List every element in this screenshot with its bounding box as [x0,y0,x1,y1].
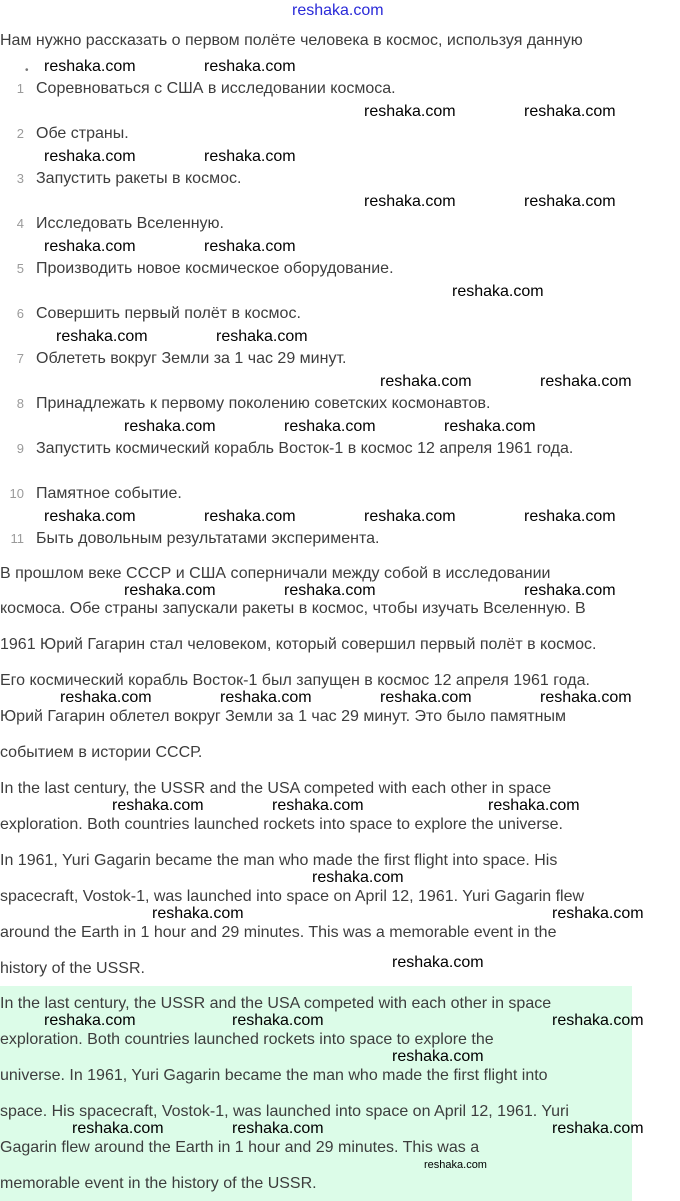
watermark: reshaka.com [444,418,536,435]
text-line: exploration. Both countries launched rockets into space to explore the universe. [0,816,563,833]
watermark: reshaka.com [60,689,152,706]
watermark: reshaka.com [72,1120,164,1137]
list-item: Соревноваться с США в исследовании космоса. [36,80,396,97]
list-item: Совершить первый полёт в космос. [36,305,301,322]
watermark: reshaka.com [204,58,296,75]
list-item: Запустить ракеты в космос. [36,170,242,187]
watermark: reshaka.com [152,905,244,922]
watermark: reshaka.com [364,508,456,525]
item-number: 9 [16,441,24,456]
list-item: Обе страны. [36,125,129,142]
bullet-dot: • [25,65,29,76]
text-line: In the last century, the USSR and the USA competed with each other in space [0,780,552,797]
watermark: reshaka.com [232,1012,324,1029]
watermark: reshaka.com [364,103,456,120]
text-line: space. His spacecraft, Vostok-1, was launched into space on April 12, 1961. Yuri [0,1103,569,1120]
item-number: 11 [10,531,24,546]
item-number: 7 [16,351,24,366]
watermark: reshaka.com [424,1159,487,1171]
list-item: Облететь вокруг Земли за 1 час 29 минут. [36,350,347,367]
watermark: reshaka.com [524,193,616,210]
list-item: Запустить космический корабль Восток-1 в космос 12 апреля 1961 года. [36,440,574,457]
list-item: Производить новое космическое оборудование. [36,260,394,277]
text-line: In the last century, the USSR and the USA competed with each other in space [0,995,552,1012]
text-line: In 1961, Yuri Gagarin became the man who made the first flight into space. His [0,852,558,869]
list-item: Принадлежать к первому поколению советских космонавтов. [36,395,491,412]
intro-text: Нам нужно рассказать о первом полёте человека в космос, используя данную [0,32,583,49]
list-item: Памятное событие. [36,485,182,502]
watermark: reshaka.com [540,373,632,390]
watermark: reshaka.com [56,328,148,345]
text-line: exploration. Both countries launched rockets into space to explore the [0,1031,494,1048]
watermark: reshaka.com [204,238,296,255]
watermark: reshaka.com [204,148,296,165]
watermark: reshaka.com [552,905,644,922]
watermark: reshaka.com [44,58,136,75]
text-line: В прошлом веке СССР и США соперничали между собой в исследовании [0,565,551,582]
watermark: reshaka.com [124,418,216,435]
watermark: reshaka.com [392,954,484,971]
text-line: memorable event in the history of the USSR. [0,1175,317,1192]
watermark: reshaka.com [284,582,376,599]
text-line: history of the USSR. [0,960,145,977]
watermark: reshaka.com [524,103,616,120]
text-line: событием в истории СССР. [0,744,203,761]
item-number: 1 [16,81,24,96]
item-number: 3 [16,171,24,186]
watermark: reshaka.com [524,582,616,599]
watermark: reshaka.com [44,508,136,525]
text-line: Gagarin flew around the Earth in 1 hour and 29 minutes. This was a [0,1139,480,1156]
watermark: reshaka.com [312,869,404,886]
text-line: Юрий Гагарин облетел вокруг Земли за 1 час 29 минут. Это было памятным [0,708,566,725]
text-line: universe. In 1961, Yuri Gagarin became the man who made the first flight into [0,1067,548,1084]
watermark: reshaka.com [552,1120,644,1137]
text-line: 1961 Юрий Гагарин стал человеком, который совершил первый полёт в космос. [0,636,597,653]
watermark: reshaka.com [552,1012,644,1029]
watermark: reshaka.com [380,373,472,390]
watermark: reshaka.com [204,508,296,525]
watermark: reshaka.com [44,148,136,165]
text-line: Его космический корабль Восток-1 был запущен в космос 12 апреля 1961 года. [0,672,590,689]
watermark: reshaka.com [272,797,364,814]
item-number: 8 [16,396,24,411]
watermark: reshaka.com [452,283,544,300]
list-item: Исследовать Вселенную. [36,215,224,232]
watermark: reshaka.com [220,689,312,706]
watermark: reshaka.com [44,238,136,255]
list-item: Быть довольным результатами эксперимента. [36,530,380,547]
item-number: 4 [16,216,24,231]
watermark: reshaka.com [284,418,376,435]
watermark: reshaka.com [364,193,456,210]
item-number: 10 [9,486,24,501]
watermark: reshaka.com [380,689,472,706]
watermark: reshaka.com [540,689,632,706]
text-line: around the Earth in 1 hour and 29 minutes. This was a memorable event in the [0,924,557,941]
watermark: reshaka.com [524,508,616,525]
item-number: 5 [16,261,24,276]
text-line: космоса. Обе страны запускали ракеты в космос, чтобы изучать Вселенную. В [0,600,586,617]
item-number: 6 [16,306,24,321]
watermark: reshaka.com [112,797,204,814]
watermark: reshaka.com [392,1048,484,1065]
watermark: reshaka.com [216,328,308,345]
watermark: reshaka.com [232,1120,324,1137]
header-watermark[interactable]: reshaka.com [292,2,384,19]
watermark: reshaka.com [488,797,580,814]
watermark: reshaka.com [44,1012,136,1029]
text-line: spacecraft, Vostok-1, was launched into space on April 12, 1961. Yuri Gagarin flew [0,888,585,905]
watermark: reshaka.com [124,582,216,599]
item-number: 2 [16,126,24,141]
